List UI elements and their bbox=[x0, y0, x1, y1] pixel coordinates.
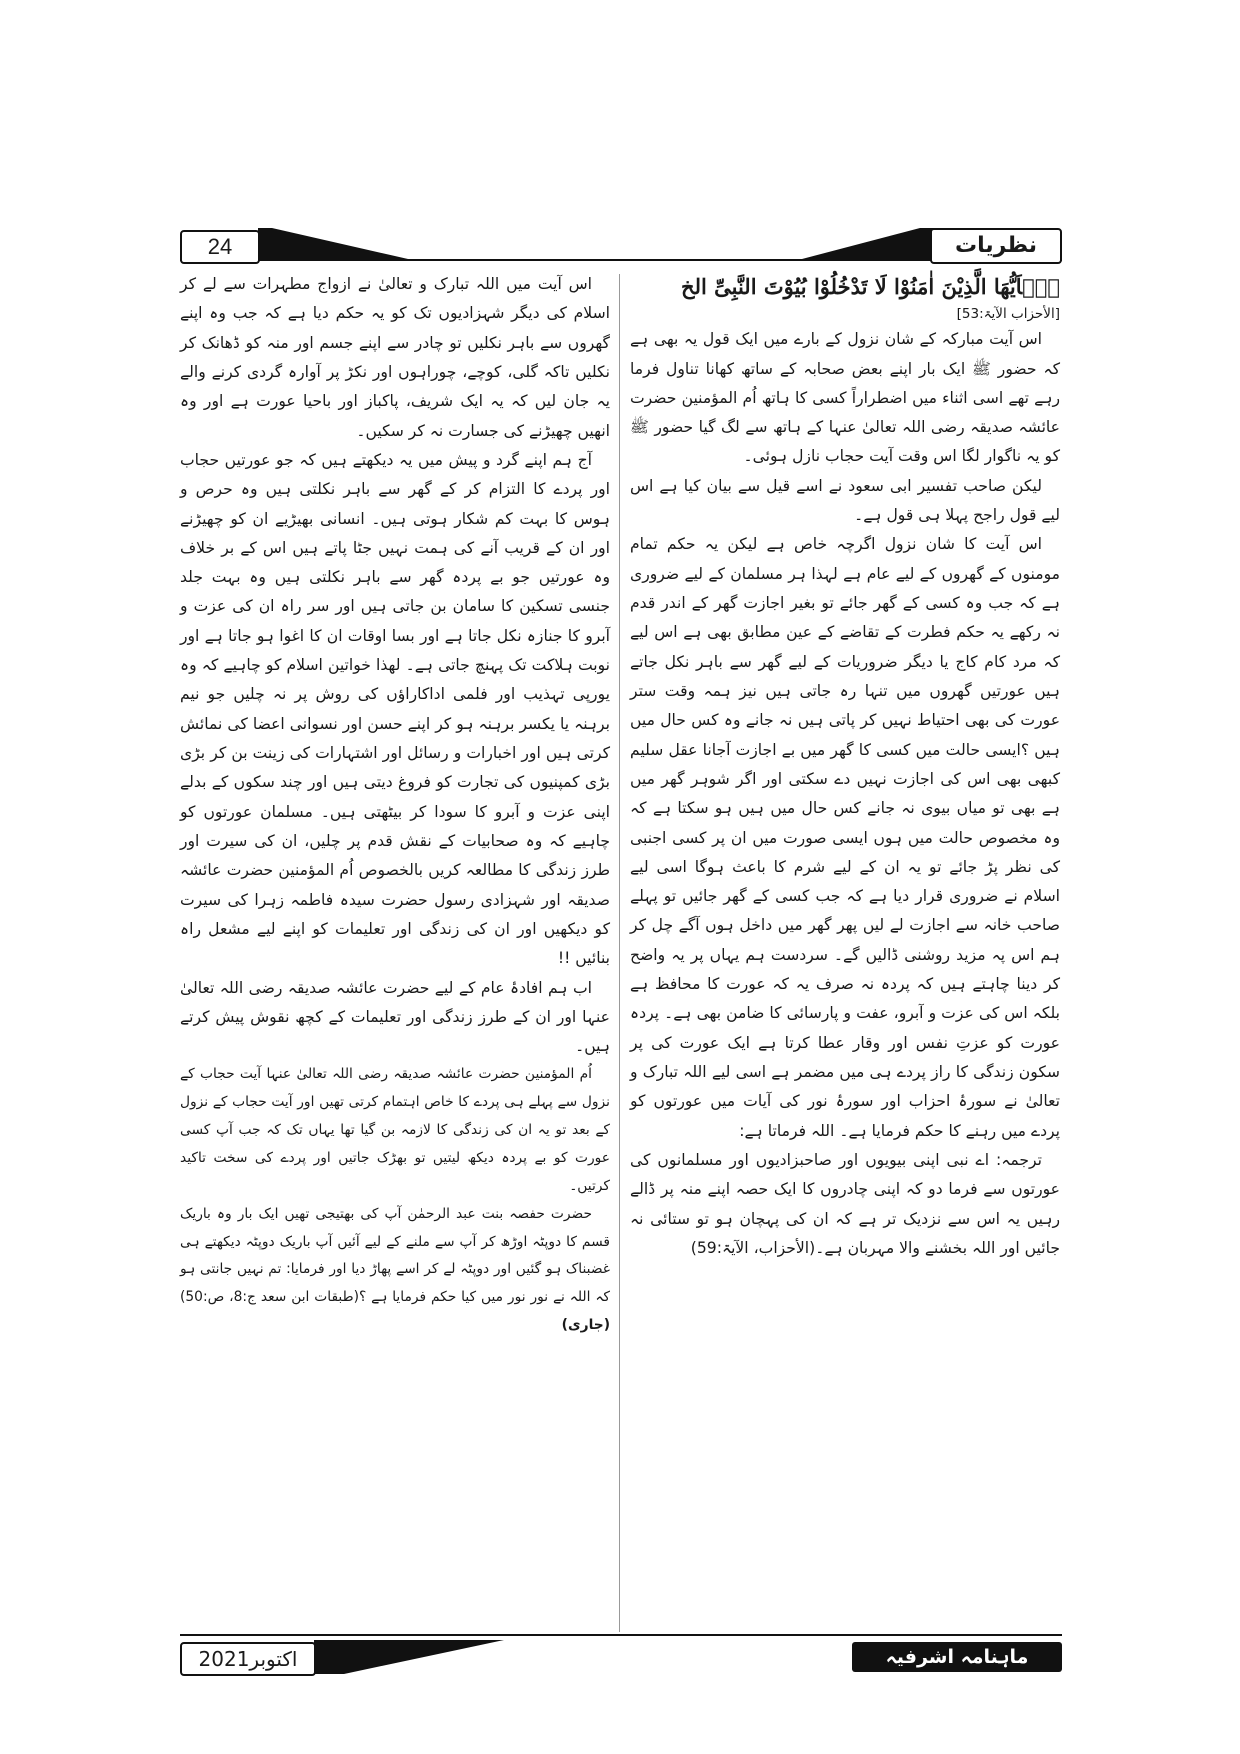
translation-paragraph: ترجمہ: اے نبی اپنی بیویوں اور صاحبزادیوں اور مسلمانوں کی عورتوں سے فرما دو کہ اپنی چادروں کا ایک حصہ اپنے منہ پر ڈالے رہیں یہ اس سے نزدیک تر ہے کہ ان کی پہچان ہو تو ستائی نہ جائیں اور اللہ بخشنے والا مہربان ہے۔(الأحزاب، الآیۃ:59) bbox=[630, 1150, 1060, 1257]
magazine-name: ماہنامہ اشرفیہ bbox=[852, 1642, 1062, 1672]
paragraph-text: حضرت حفصہ بنت عبد الرحمٰن آپ کی بھتیجی تھیں ایک بار وہ باریک قسم کا دوپٹہ اوڑھ کر آپ سے ملنے کے لیے آئیں آپ باریک دوپٹہ دیکھتے ہی غضبناک ہو گئیں اور دوپٹہ لے کر اسے پھاڑ دیا اور فرمایا: تم نہیں جانتی ہو کہ اللہ نے نور نور میں کیا حکم فرمایا ہے ؟(طبقات ابن سعد ج:8، ص:50) bbox=[180, 1205, 610, 1306]
footer-rule bbox=[180, 1634, 1062, 1636]
paragraph: اس آیت کا شان نزول اگرچہ خاص ہے لیکن یہ حکم تمام مومنوں کے گھروں کے لیے عام ہے لہذا ہر مسلمان کے لیے ضروری ہے کہ جب وہ کسی کے گھر جائے تو بغیر اجازت گھر کے اندر قدم نہ رکھے یہ حکم فطرت کے تقاضے کے عین مطابق بھی ہے اس لیے کہ مرد کام کاج یا دیگر ضروریات کے لیے گھر سے باہر نکل جاتے ہیں عورتیں گھروں میں تنہا رہ جاتی ہیں نیز ہمہ وقت ستر عورت کی بھی احتیاط نہیں کر پاتی ہیں نہ جانے وہ کس حال میں ہیں ؟ایسی حالت میں کسی کا گھر میں بے اجازت آجانا عقل سلیم کبھی بھی اس کی اجازت نہیں دے سکتی اور اگر شوہر گھر میں ہے بھی تو میاں بیوی نہ جانے کس حال میں ہیں ہو سکتا ہے کہ وہ مخصوص حالت میں ہوں ایسی صورت میں ان پر کسی اجنبی کی نظر پڑ جائے تو یہ ان کے لیے شرم کا باعث ہوگا اسی لیے اسلام نے ضروری قرار دیا ہے کہ جب کسی کے گھر جائیں تو پہلے صاحب خانہ سے اجازت لے لیں پھر گھر میں داخل ہوں آگے چل کر ہم اس پہ مزید روشنی ڈالیں گے۔ سردست ہم یہاں پر یہ واضح کر دینا چاہتے ہیں کہ پردہ نہ صرف یہ کہ عورت کا محافظ ہے بلکہ اس کی عزت و آبرو، عفت و پارسائی کا ضامن بھی ہے۔ پردہ عورت کو عزتِ نفس اور وقار عطا کرتا ہے ایک عورت کی پر سکون زندگی کا راز پردے ہی میں مضمر ہے اسی لیے اللہ تبارک و تعالیٰ نے سورۂ احزاب اور سورۂ نور کی آیات میں عورتوں کو پردے میں رہنے کا حکم فرمایا ہے۔ اللہ فرماتا ہے: bbox=[630, 535, 1060, 1140]
paragraph: اُم المؤمنین حضرت عائشہ صدیقہ رضی اللہ تعالیٰ عنہا آیت حجاب کے نزول سے پہلے ہی پردے کا خاص اہتمام کرتی تھیں اور آیت حجاب کے نزول کے بعد تو یہ ان کی زندگی کا لازمہ بن گیا تھا یہاں تک کہ جب آپ کسی عورت کو بے پردہ دیکھ لیتیں تو بھڑک جاتیں اور پردے کی سخت تاکید کرتیں۔ bbox=[180, 1066, 610, 1194]
paragraph: لیکن صاحب تفسیر ابی سعود نے اسے قیل سے بیان کیا ہے اس لیے قول راجح پہلا ہی قول ہے۔ bbox=[630, 476, 1060, 525]
header-left-wedge bbox=[258, 228, 408, 262]
footer-left-wedge bbox=[314, 1636, 504, 1676]
column-divider bbox=[619, 274, 620, 1632]
continued-marker: (جاری) bbox=[561, 1317, 610, 1334]
paragraph bbox=[180, 1201, 610, 1340]
right-column bbox=[630, 270, 1060, 1263]
left-column bbox=[180, 270, 610, 1340]
issue-date: اکتوبر2021 bbox=[180, 1642, 316, 1676]
quran-verse: یٰۤاَیُّهَا الَّذِیْنَ اٰمَنُوْا لَا تَدْخُلُوْا بُیُوْتَ النَّبِیِّ الخ bbox=[681, 274, 1060, 299]
page-header bbox=[180, 228, 1062, 264]
paragraph: اس آیت مبارکہ کے شان نزول کے بارے میں ایک قول یہ بھی ہے کہ حضور ﷺ ایک بار اپنے بعض صحابہ کے ساتھ کھانا تناول فرما رہے تھے اسی اثناء میں اضطراراً کسی کا ہاتھ اُم المؤمنین حضرت عائشہ صدیقہ رضی اللہ تعالیٰ عنہا کے ہاتھ سے لگ گیا حضور ﷺ کو یہ ناگوار لگا اس وقت آیت حجاب نازل ہوئی۔ bbox=[630, 330, 1060, 466]
header-right-wedge bbox=[802, 228, 934, 262]
verse-reference: [الأحزاب الآیۃ:53] bbox=[956, 305, 1060, 322]
section-title: نظریات bbox=[930, 228, 1062, 264]
page-footer bbox=[180, 1634, 1062, 1680]
page-number: 24 bbox=[180, 230, 260, 264]
paragraph: اب ہم افادۂ عام کے لیے حضرت عائشہ صدیقہ رضی اللہ تعالیٰ عنہا اور ان کے طرز زندگی اور تعلیمات کے کچھ نقوش پیش کرتے ہیں۔ bbox=[180, 978, 610, 1056]
paragraph: آج ہم اپنے گرد و پیش میں یہ دیکھتے ہیں کہ جو عورتیں حجاب اور پردے کا التزام کر کے گھر سے باہر نکلتی ہیں وہ حرص و ہوس کا بہت کم شکار ہوتی ہیں۔ انسانی بھیڑیے ان کو چھیڑنے اور ان کے قریب آنے کی ہمت نہیں جٹا پاتے ہیں اس کے بر خلاف وہ عورتیں جو بے پردہ گھر سے باہر نکلتی ہیں وہ بہت جلد جنسی تسکین کا سامان بن جاتی ہیں اور سر راہ ان کی عزت و آبرو کا جنازہ نکل جاتا ہے اور بسا اوقات ان کا اغوا ہو جاتا ہے اور نوبت ہلاکت تک پہنچ جاتی ہے۔ لھذا خواتین اسلام کو چاہیے کہ وہ یورپی تہذیب اور فلمی اداکاراؤں کی روش پر نہ چلیں جو نیم برہنہ یا یکسر برہنہ ہو کر اپنے حسن اور نسوانی اعضا کی نمائش کرتی ہیں اور اخبارات و رسائل اور اشتہارات کی زینت بن کر بڑی بڑی کمپنیوں کی تجارت کو فروغ دیتی ہیں اور چند سکوں کے بدلے اپنی عزت و آبرو کا سودا کر بیٹھتی ہیں۔ مسلمان عورتوں کو چاہیے کہ وہ صحابیات کے نقش قدم پر چلیں، ان کی سیرت اور طرز زندگی کا مطالعہ کریں بالخصوص اُم المؤمنین حضرت عائشہ صدیقہ اور شہزادی رسول حضرت سیدہ فاطمہ زہرا کی سیرت کو دیکھیں اور ان کی زندگی اور تعلیمات کو اپنے لیے مشعل راہ بنائیں !! bbox=[180, 450, 610, 968]
paragraph: اس آیت میں اللہ تبارک و تعالیٰ نے ازواج مطہرات سے لے کر اسلام کی دیگر شہزادیوں تک کو یہ حکم دیا ہے کہ جب وہ اپنے گھروں سے باہر نکلیں تو چادر سے اپنے جسم اور منہ کو ڈھانک کر نکلیں تاکہ گلی، کوچے، چوراہوں اور نکڑ پر آوارہ گردی کرنے والے یہ جان لیں کہ یہ ایک شریف، پاکباز اور باحیا عورت ہے اور وہ انھیں چھیڑنے کی جسارت نہ کر سکیں۔ bbox=[180, 275, 610, 440]
